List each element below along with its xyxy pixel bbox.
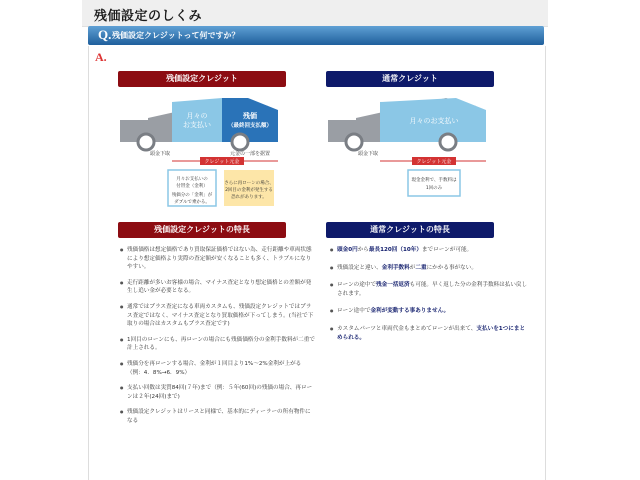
question-mark: Q.	[98, 27, 112, 42]
list-item: ● 通常ではプラス査定になる車両カスタムも、残価設定クレジットではプラス査定ではなく、マイナス査定となり買取価格が下ってしまう。(当社で下取りの場合はカスタムもプラス査定です)	[120, 303, 316, 329]
list-item: ● 残価価格は想定価格であり買取保証価格ではない為、走行距離や車両状態により想定価格より実際の査定額が安くなることも多く、トラブルになりやすい。	[120, 246, 316, 272]
normal-features-header: 通常クレジットの特長	[326, 222, 494, 238]
callout-right-line-1: さらに再ローンの場合、	[224, 181, 274, 186]
front-wheel	[346, 134, 362, 150]
list-item: ● 残価分を再ローンする場合、金利が１回目より1%～2%金利が上がる（例：4．8%→6．9%）	[120, 360, 316, 377]
callout-right-line-3: 恐れがあります。	[231, 195, 267, 200]
residual-area	[222, 98, 278, 142]
residual-label-1: 残価	[243, 112, 257, 120]
list-item: ● 走行距離が多いお客様の場合、マイナス査定となり想定価格との差額が発生し追い金が必要となる。	[120, 279, 316, 296]
monthly-label: 月々のお支払い	[409, 117, 459, 125]
zanka-diagram	[118, 90, 288, 210]
residual-label-2: （最終回支払額）	[227, 123, 273, 129]
list-item: ● 残価設定と違い、金利手数料が二重にかかる事がない。	[330, 264, 530, 273]
rear-wheel	[232, 134, 248, 150]
list-item: ● 残価設定クレジットはリースと同様で、基本的にディーラーの所有物件になる	[120, 408, 316, 425]
list-item: ● ローン途中で金利が変動する事ありません。	[330, 307, 530, 316]
list-item: ● 頭金0円から最長120回（10年）までローンが可能。	[330, 246, 530, 255]
zanka-features-list	[120, 246, 316, 426]
zanka-credit-header: 残価設定クレジット	[118, 71, 286, 87]
callout-left-line-1: 月々お支払いの	[176, 177, 208, 182]
rear-wheel	[440, 134, 456, 150]
answer-mark: A.	[95, 50, 107, 64]
page-title: 残価設定のしくみ	[94, 9, 203, 24]
monthly-label-2: お支払い	[183, 121, 211, 129]
list-item: ● ローンの途中で残金一括返済も可能。早く返した分の金利手数料は払い戻しされます。	[330, 281, 530, 298]
callout-right-line-2: 2回目の金利が発生する	[225, 188, 273, 193]
callout-line-1: 現金金利で、手数料は	[411, 178, 457, 183]
monthly-payment-area	[172, 98, 222, 142]
monthly-label-1: 月々の	[186, 112, 208, 120]
list-item: ● カスタムパーツと車両代金もまとめてローンが出来て、支払いを1つにまとめられる。	[330, 325, 530, 342]
list-item: ● 1回目のローンにも、再ローンの場合にも残価価格分の金利手数料が二重で計上される。	[120, 336, 316, 353]
normal-diagram	[326, 90, 496, 210]
normal-credit-header: 通常クレジット	[326, 71, 494, 87]
credit-bracket-label: クレジット元金	[204, 159, 240, 165]
zanka-features-header: 残価設定クレジットの特長	[118, 222, 286, 238]
down-payment-label: 頭金下取	[358, 151, 379, 157]
callout-line-2: 1回のみ	[425, 186, 443, 191]
list-item: ● 支払い回数は実質84回(７年)まで（例：５年(60回)の残価の場合、再ローンは２年(24回)まで)	[120, 384, 316, 401]
normal-features-list	[330, 246, 530, 342]
callout-left-line-4: ダブルで乗かる。	[174, 200, 210, 205]
question-bar	[88, 26, 544, 45]
callout	[408, 170, 460, 196]
question-text: 残価設定クレジットって何ですか？	[112, 31, 240, 40]
residual-note: 元金の一部を据置	[230, 151, 271, 157]
down-payment-label: 頭金下取	[150, 151, 171, 157]
front-wheel	[138, 134, 154, 150]
credit-bracket-label: クレジット元金	[416, 159, 452, 165]
callout-left-line-3: 残価分の「金利」が	[171, 193, 213, 198]
callout-left-line-2: 付帯金（金利）	[176, 184, 208, 189]
